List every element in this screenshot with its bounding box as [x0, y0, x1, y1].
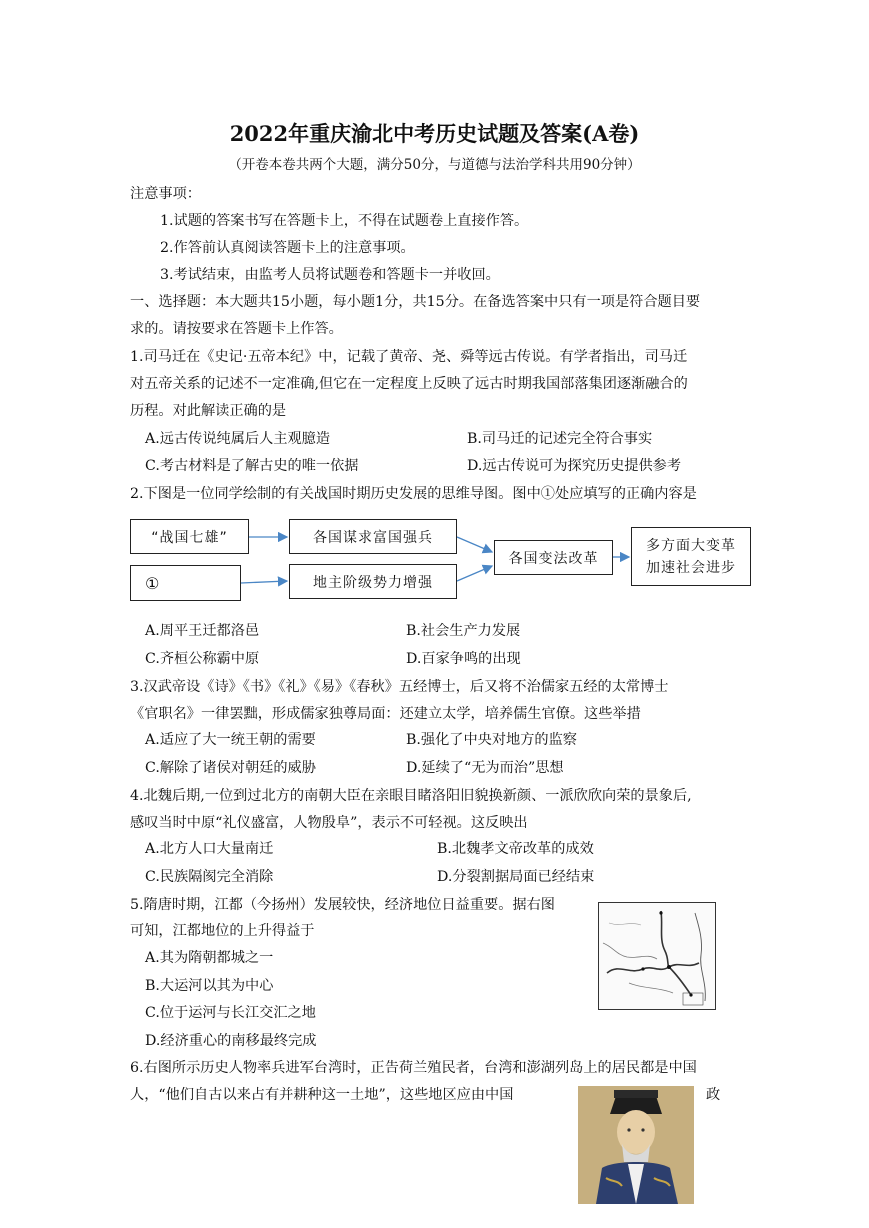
- question-2-stem: 2.下图是一位同学绘制的有关战国时期历史发展的思维导图。图中①处应填写的正确内容是: [130, 486, 697, 502]
- question-3-option-a: A.适应了大一统王朝的需要: [145, 732, 316, 748]
- question-5-stem: 5.隋唐时期，江都（今扬州）发展较快，经济地位日益重要。据右图: [130, 897, 555, 913]
- question-2-option-c: C.齐桓公称霸中原: [145, 651, 260, 667]
- question-1-stem: 历程。对此解读正确的是: [130, 403, 287, 419]
- mind-map-result-line: 加速社会进步: [646, 559, 736, 576]
- page-subtitle: （开卷本卷共两个大题，满分50分，与道德与法治学科共用90分钟）: [228, 157, 641, 173]
- notice-item: 3.考试结束，由监考人员将试题卷和答题卡一并收回。: [160, 267, 500, 283]
- question-5-option-a: A.其为隋朝都城之一: [145, 950, 274, 966]
- notice-item: 2.作答前认真阅读答题卡上的注意事项。: [160, 240, 415, 256]
- question-6-stem-continued: 政: [706, 1087, 721, 1103]
- question-5-option-c: C.位于运河与长江交汇之地: [145, 1005, 316, 1021]
- section-instruction: 一、选择题：本大题共15小题，每小题1分，共15分。在备选答案中只有一项是符合题目要: [130, 294, 701, 310]
- question-1-option-c: C.考古材料是了解古史的唯一依据: [145, 458, 359, 474]
- question-3-option-b: B.强化了中央对地方的监察: [406, 732, 577, 748]
- question-1-stem: 对五帝关系的记述不一定准确,但它在一定程度上反映了远古时期我国部落集团逐渐融合的: [130, 376, 688, 392]
- question-2-option-b: B.社会生产力发展: [406, 623, 521, 639]
- question-4-option-c: C.民族隔阂完全消除: [145, 869, 274, 885]
- question-6-stem: 人，“他们自古以来占有并耕种这一土地”，这些地区应由中国: [130, 1087, 514, 1103]
- mind-map-box-landlord-class: 地主阶级势力增强: [289, 564, 457, 599]
- question-3-stem: 3.汉武帝设《诗》《书》《礼》《易》《春秋》五经博士，后又将不治儒家五经的太常博士: [130, 679, 669, 695]
- mind-map-result-line: 多方面大变革: [646, 537, 736, 554]
- question-3-option-c: C.解除了诸侯对朝廷的威胁: [145, 760, 316, 776]
- question-2-option-d: D.百家争鸣的出现: [406, 651, 521, 667]
- mind-map-box-seek-strength: 各国谋求富国强兵: [289, 519, 457, 554]
- question-1-option-a: A.远古传说纯属后人主观臆造: [145, 431, 331, 447]
- map-drawing: [599, 903, 715, 1009]
- question-2-option-a: A.周平王迁都洛邑: [145, 623, 260, 639]
- question-4-stem: 4.北魏后期,一位到过北方的南朝大臣在亲眼目睹洛阳旧貌换新颜、一派欣欣向荣的景象后,: [130, 788, 692, 804]
- mind-map-box-blank: ①: [130, 565, 241, 601]
- question-4-option-b: B.北魏孝文帝改革的成效: [437, 841, 594, 857]
- question-5-option-b: B.大运河以其为中心: [145, 978, 274, 994]
- question-4-option-a: A.北方人口大量南迁: [145, 841, 274, 857]
- notice-heading: 注意事项：: [130, 186, 201, 202]
- grand-canal-map-image: [598, 902, 716, 1010]
- question-6-stem: 6.右图所示历史人物率兵进军台湾时，正告荷兰殖民者，台湾和澎湖列岛上的居民都是中国: [130, 1060, 697, 1076]
- question-1-option-d: D.远古传说可为探究历史提供参考: [467, 458, 682, 474]
- question-3-option-d: D.延续了“无为而治”思想: [406, 760, 564, 776]
- question-5-stem: 可知，江都地位的上升得益于: [130, 923, 315, 939]
- page-title: 2022年重庆渝北中考历史试题及答案(A卷): [229, 121, 640, 146]
- notice-item: 1.试题的答案书写在答题卡上，不得在试题卷上直接作答。: [160, 213, 529, 229]
- mind-map-box-warring-states: “战国七雄”: [130, 519, 249, 554]
- historical-figure-portrait-image: [578, 1086, 694, 1204]
- question-1-stem: 1.司马迁在《史记·五帝本纪》中，记载了黄帝、尧、舜等远古传说。有学者指出，司马迁: [130, 349, 688, 365]
- portrait-drawing: [578, 1086, 694, 1204]
- question-1-option-b: B.司马迁的记述完全符合事实: [467, 431, 653, 447]
- question-3-stem: 《官职名》一律罢黜，形成儒家独尊局面：还建立太学，培养儒生官僚。这些举措: [130, 706, 641, 722]
- question-4-option-d: D.分裂割据局面已经结束: [437, 869, 595, 885]
- mind-map-box-reforms: 各国变法改革: [494, 540, 613, 575]
- question-4-stem: 感叹当时中原“礼仪盛富，人物殷阜”，表示不可轻视。这反映出: [130, 815, 528, 831]
- mind-map-box-result: [631, 527, 751, 586]
- question-5-option-d: D.经济重心的南移最终完成: [145, 1033, 317, 1049]
- section-instruction: 求的。请按要求在答题卡上作答。: [130, 321, 343, 337]
